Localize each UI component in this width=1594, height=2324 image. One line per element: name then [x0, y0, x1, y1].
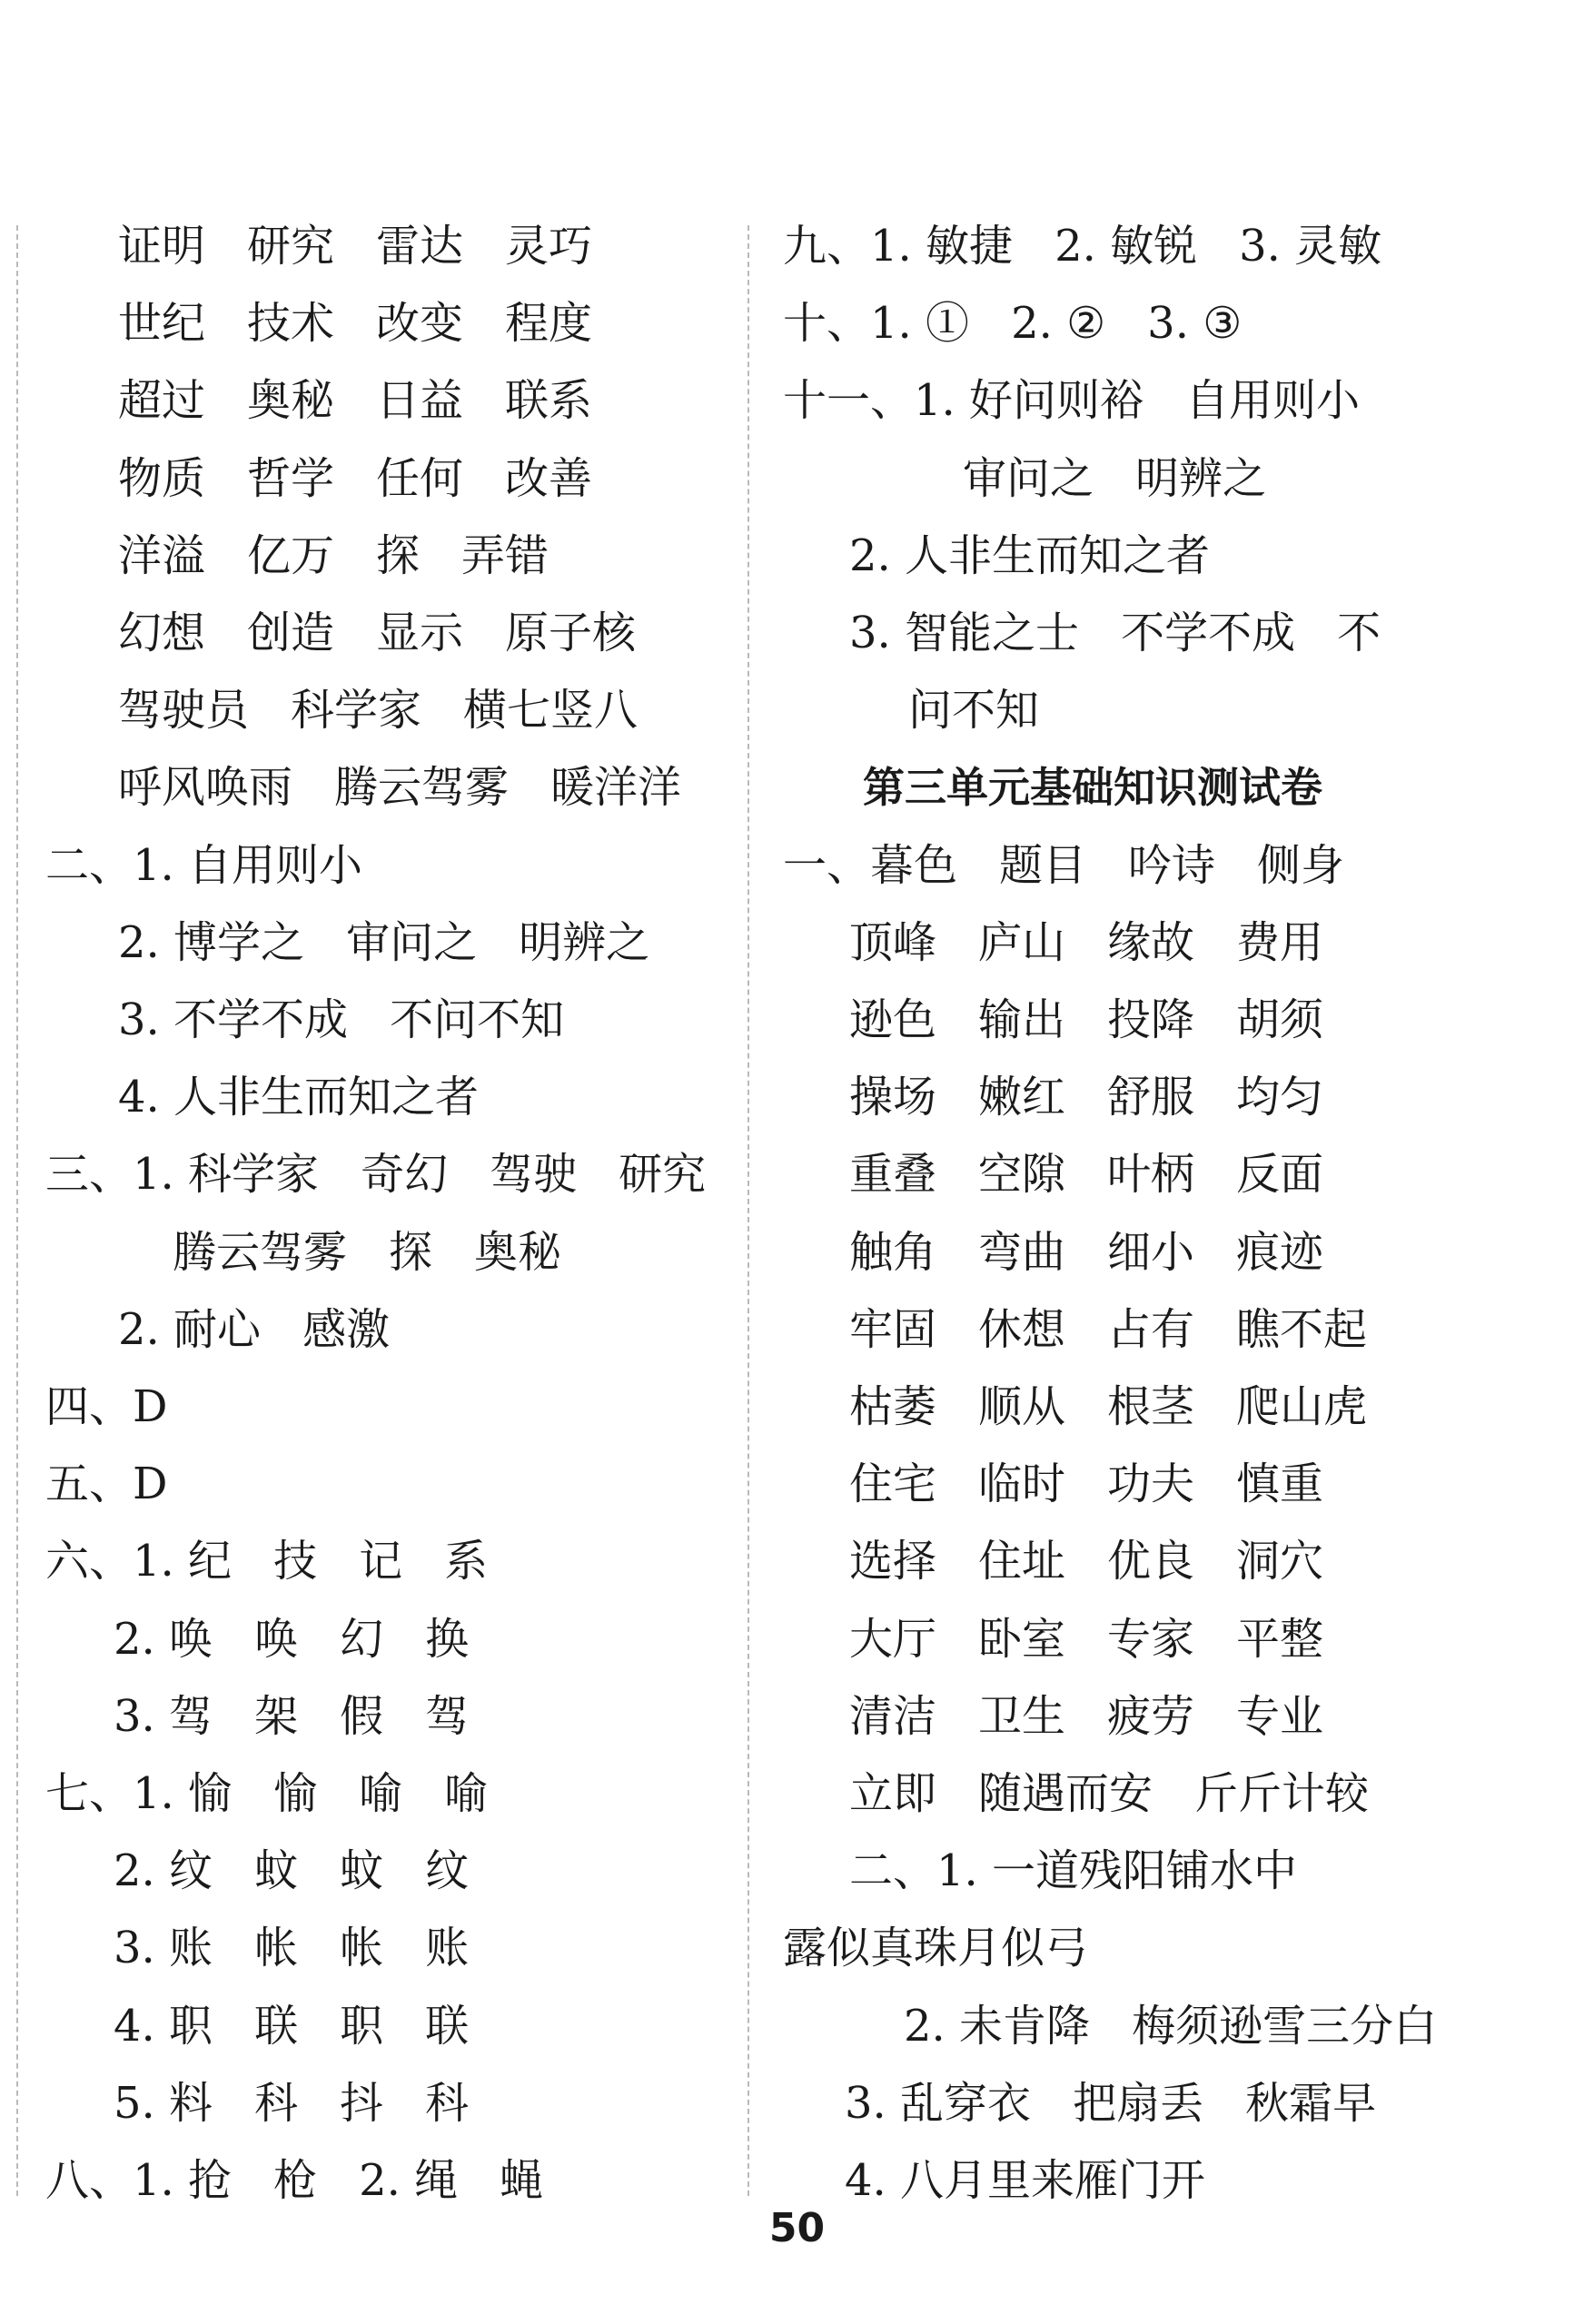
answer-term: 2. ② [1011, 298, 1106, 350]
answer-term: 平整 [1236, 1613, 1324, 1665]
answer-line [849, 1832, 1297, 1910]
answer-term: 纹 [425, 1845, 470, 1897]
answer-term: 痕迹 [1236, 1226, 1324, 1278]
answer-term: 2. 未肯降 [904, 2000, 1091, 2052]
answer-term: 重叠 [849, 1149, 937, 1201]
answer-line [849, 1522, 1323, 1600]
answer-term: 雷达 [376, 221, 464, 272]
answer-term: 瞧不起 [1236, 1303, 1368, 1355]
answer-term: 爬山虎 [1236, 1381, 1368, 1432]
answer-term: 触角 [849, 1226, 937, 1278]
answer-term: 明辨之 [1135, 452, 1267, 504]
answer-line [849, 1445, 1323, 1523]
answer-term: 2. 敏锐 [1054, 221, 1198, 272]
answer-term: 八、1. 抢 [45, 2155, 233, 2206]
answer-term: 3. 灵敏 [1239, 221, 1382, 272]
answer-term: 逊色 [849, 994, 937, 1045]
answer-term: 愉 [273, 1768, 318, 1819]
answer-term: 缘故 [1107, 916, 1195, 968]
answer-line [114, 1677, 469, 1755]
answer-term: 日益 [376, 375, 464, 427]
answer-term: 5. 料 [114, 2077, 213, 2129]
answer-line [114, 1832, 469, 1910]
answer-term: 审问之 [346, 916, 478, 968]
answer-line [849, 517, 1210, 595]
answer-line [849, 1135, 1323, 1213]
answer-term: 九、1. 敏捷 [783, 221, 1014, 272]
answer-term: 幻 [340, 1613, 384, 1665]
answer-term: 明辨之 [519, 916, 650, 968]
answer-term: 蚊 [340, 1845, 384, 1897]
answer-term: 感激 [302, 1303, 391, 1355]
answer-term: 职 [340, 2000, 384, 2052]
answer-term: 吟诗 [1128, 839, 1216, 891]
answer-term: 世纪 [118, 298, 206, 350]
answer-term: 联系 [505, 375, 593, 427]
answer-term: 驾 [425, 1690, 470, 1742]
answer-term: 顺从 [978, 1381, 1066, 1432]
answer-term: 自用则小 [1185, 375, 1361, 427]
answer-line [45, 1445, 168, 1523]
answer-line [849, 1755, 1369, 1833]
answer-term: 不问不知 [390, 994, 565, 1045]
answer-term: 操场 [849, 1072, 937, 1123]
answer-term: 唤 [254, 1613, 299, 1665]
answer-line [845, 2064, 1376, 2142]
answer-term: 疲劳 [1107, 1690, 1195, 1742]
answer-line [118, 284, 592, 362]
answer-term: 帐 [254, 1923, 299, 1974]
answer-line [118, 1058, 479, 1136]
answer-line [118, 981, 564, 1059]
answer-line [118, 207, 592, 285]
answer-term: 3. 不学不成 [118, 994, 349, 1045]
answer-line [849, 1677, 1323, 1755]
answer-term: 题目 [999, 839, 1087, 891]
answer-term: 改变 [376, 298, 464, 350]
answer-line [173, 1213, 561, 1291]
answer-term: 十一、1. 好问则裕 [783, 375, 1144, 427]
answer-line [45, 1368, 168, 1446]
answer-term: 原子核 [505, 608, 637, 658]
answer-term: 均匀 [1236, 1072, 1324, 1123]
answer-line [45, 1135, 706, 1213]
answer-term: 随遇而安 [978, 1768, 1153, 1819]
answer-term: 卫生 [978, 1690, 1066, 1742]
answer-term: 驾驶 [490, 1149, 578, 1201]
answer-term: 五、D [45, 1459, 168, 1510]
answer-term: 联 [254, 2000, 299, 2052]
answer-line [783, 1909, 1088, 1987]
answer-term: 弯曲 [978, 1226, 1066, 1278]
answer-term: 技术 [247, 298, 335, 350]
answer-term: 侧身 [1257, 839, 1345, 891]
answer-term: 改善 [505, 452, 593, 504]
answer-term: 联 [425, 2000, 470, 2052]
answer-term: 技 [273, 1536, 318, 1587]
answer-term: 优良 [1107, 1536, 1195, 1587]
answer-term: 架 [254, 1690, 299, 1742]
answer-term: 创造 [247, 608, 335, 658]
answer-term: 投降 [1107, 994, 1195, 1045]
answer-term: 占有 [1107, 1303, 1195, 1355]
answer-term: 三、1. 科学家 [45, 1149, 320, 1201]
answer-line [114, 1600, 469, 1678]
answer-term: 2. 博学之 [118, 916, 305, 968]
answer-term: 2. 耐心 [118, 1303, 262, 1355]
answer-term: 梅须逊雪三分白 [1132, 2000, 1438, 2052]
answer-line [849, 1368, 1367, 1446]
answer-term: 六、1. 纪 [45, 1536, 233, 1587]
answer-term: 证明 [118, 221, 206, 272]
answer-term: 物质 [118, 452, 206, 504]
answer-term: 探 [376, 529, 421, 581]
answer-term: 七、1. 愉 [45, 1768, 233, 1819]
answer-term: 4. 职 [114, 2000, 213, 2052]
answer-term: 喻 [359, 1768, 403, 1819]
answer-term: 住宅 [849, 1459, 937, 1510]
answer-term: 3. 智能之士 [849, 608, 1080, 658]
answer-term: 一、暮色 [783, 839, 958, 891]
answer-term: 根茎 [1107, 1381, 1195, 1432]
answer-term: 4. 八月里来雁门开 [845, 2155, 1206, 2206]
answer-term: 暖洋洋 [550, 762, 682, 814]
answer-term: 腾云驾雾 [334, 762, 510, 814]
answer-line [963, 440, 1266, 518]
answer-term: 二、1. 自用则小 [45, 839, 363, 891]
answer-term: 科学家 [291, 685, 422, 737]
answer-line [118, 671, 638, 749]
answer-term: 腾云驾雾 [173, 1226, 348, 1278]
answer-term: 研究 [619, 1149, 707, 1201]
answer-term: 记 [359, 1536, 403, 1587]
answer-term: 灵巧 [505, 221, 593, 272]
answer-line [849, 594, 1381, 672]
answer-term: 弄错 [461, 529, 549, 581]
answer-term: 任何 [376, 452, 464, 504]
answer-term: 费用 [1236, 916, 1324, 968]
answer-term: 不 [1337, 608, 1381, 658]
answer-term: 输出 [978, 994, 1066, 1045]
answer-term: 选择 [849, 1536, 937, 1587]
answer-term: 功夫 [1107, 1459, 1195, 1510]
answer-term: 不学不成 [1121, 608, 1296, 658]
answer-line [114, 1909, 469, 1987]
answer-line [849, 981, 1323, 1059]
answer-term: 斤斤计较 [1194, 1768, 1370, 1819]
answer-term: 呼风唤雨 [118, 762, 293, 814]
answer-term: 嫩红 [978, 1072, 1066, 1123]
answer-term: 驾驶员 [118, 685, 250, 737]
answer-line [849, 1058, 1323, 1136]
answer-term: 4. 人非生而知之者 [118, 1072, 480, 1123]
answer-line [45, 1755, 488, 1833]
answer-term: 2. 人非生而知之者 [849, 529, 1211, 581]
answer-term: 顶峰 [849, 916, 937, 968]
answer-line [118, 594, 636, 672]
answer-line [849, 1291, 1367, 1369]
answer-term: 休想 [978, 1303, 1066, 1355]
answer-term: 把扇丢 [1073, 2077, 1204, 2129]
answer-term: 喻 [444, 1768, 489, 1819]
left-margin-dashed-line [16, 225, 18, 2196]
answer-term: 二、1. 一道残阳铺水中 [849, 1845, 1298, 1897]
answer-term: 审问之 [963, 452, 1094, 504]
answer-term: 横七竖八 [463, 685, 639, 737]
answer-line [118, 904, 649, 982]
answer-line [849, 1213, 1323, 1291]
answer-term: 亿万 [247, 529, 335, 581]
answer-term: 问不知 [908, 685, 1040, 737]
answer-term: 帐 [340, 1923, 384, 1974]
answer-term: 立即 [849, 1768, 937, 1819]
answer-term: 露似真珠月似弓 [783, 1923, 1089, 1974]
answer-term: 3. 驾 [114, 1690, 213, 1742]
answer-line [783, 826, 1344, 905]
answer-term: 超过 [118, 375, 206, 427]
answer-term: 探 [389, 1226, 433, 1278]
answer-term: 科 [425, 2077, 470, 2129]
answer-line [118, 748, 681, 826]
answer-term: 程度 [505, 298, 593, 350]
answer-line [908, 671, 1039, 749]
answer-term: 账 [425, 1923, 470, 1974]
answer-term: 3. 乱穿衣 [845, 2077, 1032, 2129]
answer-term: 幻想 [118, 608, 206, 658]
answer-term: 四、D [45, 1381, 168, 1432]
answer-term: 蝇 [500, 2155, 544, 2206]
answer-line [783, 284, 1242, 362]
answer-term: 专家 [1107, 1613, 1195, 1665]
answer-line [118, 440, 592, 518]
answer-term: 哲学 [247, 452, 335, 504]
answer-term: 反面 [1236, 1149, 1324, 1201]
answer-line [783, 207, 1381, 285]
answer-term: 蚊 [254, 1845, 299, 1897]
answer-term: 住址 [978, 1536, 1066, 1587]
answer-term: 洞穴 [1236, 1536, 1324, 1587]
answer-term: 大厅 [849, 1613, 937, 1665]
answer-term: 显示 [376, 608, 464, 658]
answer-line [45, 1522, 488, 1600]
answer-term: 枪 [273, 2155, 318, 2206]
answer-line [849, 904, 1323, 982]
answer-term: 叶柄 [1107, 1149, 1195, 1201]
answer-term: 奥秘 [474, 1226, 562, 1278]
answer-term: 卧室 [978, 1613, 1066, 1665]
answer-term: 抖 [340, 2077, 384, 2129]
page-number: 50 [768, 2205, 826, 2251]
answer-term: 洋溢 [118, 529, 206, 581]
answer-term: 3. ③ [1147, 298, 1243, 350]
center-dashed-divider [747, 225, 749, 2196]
answer-term: 系 [444, 1536, 489, 1587]
answer-term: 慎重 [1236, 1459, 1324, 1510]
answer-term: 研究 [247, 221, 335, 272]
answer-term: 舒服 [1107, 1072, 1195, 1123]
answer-term: 科 [254, 2077, 299, 2129]
answer-term: 奥秘 [247, 375, 335, 427]
answer-line [849, 1600, 1323, 1678]
answer-term: 十、1. ① [783, 298, 970, 350]
answer-line [904, 1987, 1437, 2065]
answer-line [114, 2064, 469, 2142]
answer-term: 2. 绳 [359, 2155, 459, 2206]
answer-line [118, 517, 549, 595]
answer-term: 换 [425, 1613, 470, 1665]
answer-line [783, 361, 1360, 440]
answer-term: 专业 [1236, 1690, 1324, 1742]
answer-line [118, 361, 592, 440]
answer-term: 临时 [978, 1459, 1066, 1510]
answer-line [118, 1291, 390, 1369]
answer-term: 庐山 [978, 916, 1066, 968]
answer-term: 胡须 [1236, 994, 1324, 1045]
answer-term: 清洁 [849, 1690, 937, 1742]
answer-term: 枯萎 [849, 1381, 937, 1432]
answer-term: 假 [340, 1690, 384, 1742]
answer-term: 3. 账 [114, 1923, 213, 1974]
answer-line [114, 1987, 469, 2065]
answer-term: 牢固 [849, 1303, 937, 1355]
section-title: 第三单元基础知识测试卷 [863, 763, 1322, 813]
answer-line [45, 826, 362, 905]
answer-term: 秋霜早 [1245, 2077, 1377, 2129]
answer-term: 2. 纹 [114, 1845, 213, 1897]
answer-term: 2. 唤 [114, 1613, 213, 1665]
answer-term: 空隙 [978, 1149, 1066, 1201]
answer-term: 细小 [1107, 1226, 1195, 1278]
answer-term: 奇幻 [361, 1149, 449, 1201]
